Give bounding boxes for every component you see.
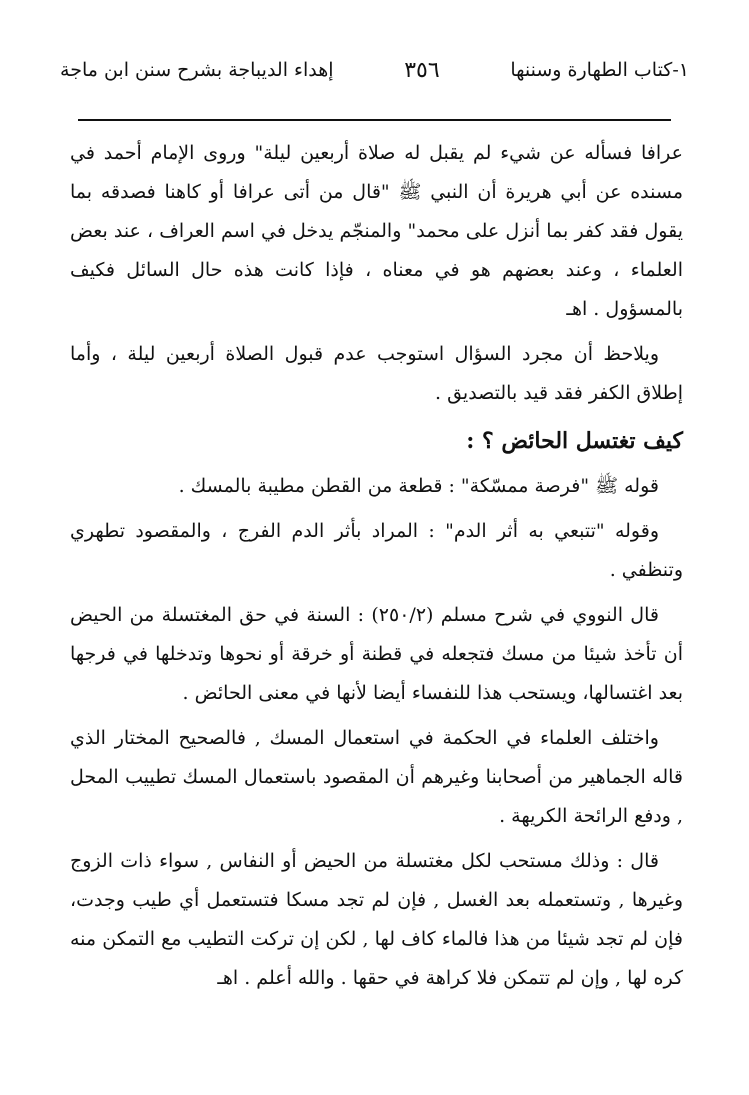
header-rule xyxy=(78,119,671,121)
paragraph: واختلف العلماء في الحكمة في استعمال المسك , فالصحيح المختار الذي قاله الجماهير من أصحابنا وغيرهم أن المقصود باستعمال المسك تطييب المحل , ودفع الرائحة الكريهة . xyxy=(70,727,683,827)
paragraph: قال : وذلك مستحب لكل مغتسلة من الحيض أو النفاس , سواء ذات الزوج وغيرها , وتستعمله بعد الغسل , فإن لم تجد مسكا فتستعمل أي طيب وجدت، فإن لم تجد شيئا من هذا فالماء كاف لها , لكن إن تركت التطيب مع التمكن منه كره لها , وإن لم تتمكن فلا كراهة في حقها . والله أعلم . اهـ xyxy=(70,850,683,989)
page-number: ٣٥٦ xyxy=(404,57,440,83)
body-text xyxy=(70,134,683,998)
paragraph: عرافا فسأله عن شيء لم يقبل له صلاة أربعين ليلة" وروى الإمام أحمد في مسنده عن أبي هريرة أن النبي ﷺ "قال من أتى عرافا أو كاهنا فصدقه بما يقول فقد كفر بما أنزل على محمد" والمنجّم يدخل في اسم العراف ، عند بعض العلماء ، وعند بعضهم هو في معناه ، فإذا كانت هذه حال السائل فكيف بالمسؤول . اهـ xyxy=(70,142,684,320)
chapter-title: ١-كتاب الطهارة وسننها xyxy=(510,59,689,81)
book-title: إهداء الديباجة بشرح سنن ابن ماجة xyxy=(60,59,334,81)
paragraph: وقوله "تتبعي به أثر الدم" : المراد بأثر الدم الفرج ، والمقصود تطهري وتنظفي . xyxy=(70,520,683,581)
running-header xyxy=(60,50,689,90)
section-heading: كيف تغتسل الحائض ؟ : xyxy=(466,428,683,454)
paragraph: ويلاحظ أن مجرد السؤال استوجب عدم قبول الصلاة أربعين ليلة ، وأما إطلاق الكفر فقد قيد بالتصديق . xyxy=(70,343,683,404)
paragraph: قوله ﷺ "فرصة ممسّكة" : قطعة من القطن مطيبة بالمسك . xyxy=(178,475,659,497)
paragraph: قال النووي في شرح مسلم (٢٥٠/٢) : السنة في حق المغتسلة من الحيض أن تأخذ شيئا من مسك فتجعله في قطنة أو خرقة أو نحوها وتدخلها في فرجها بعد اغتسالها، ويستحب هذا للنفساء أيضا لأنها في معنى الحائض . xyxy=(70,604,683,704)
